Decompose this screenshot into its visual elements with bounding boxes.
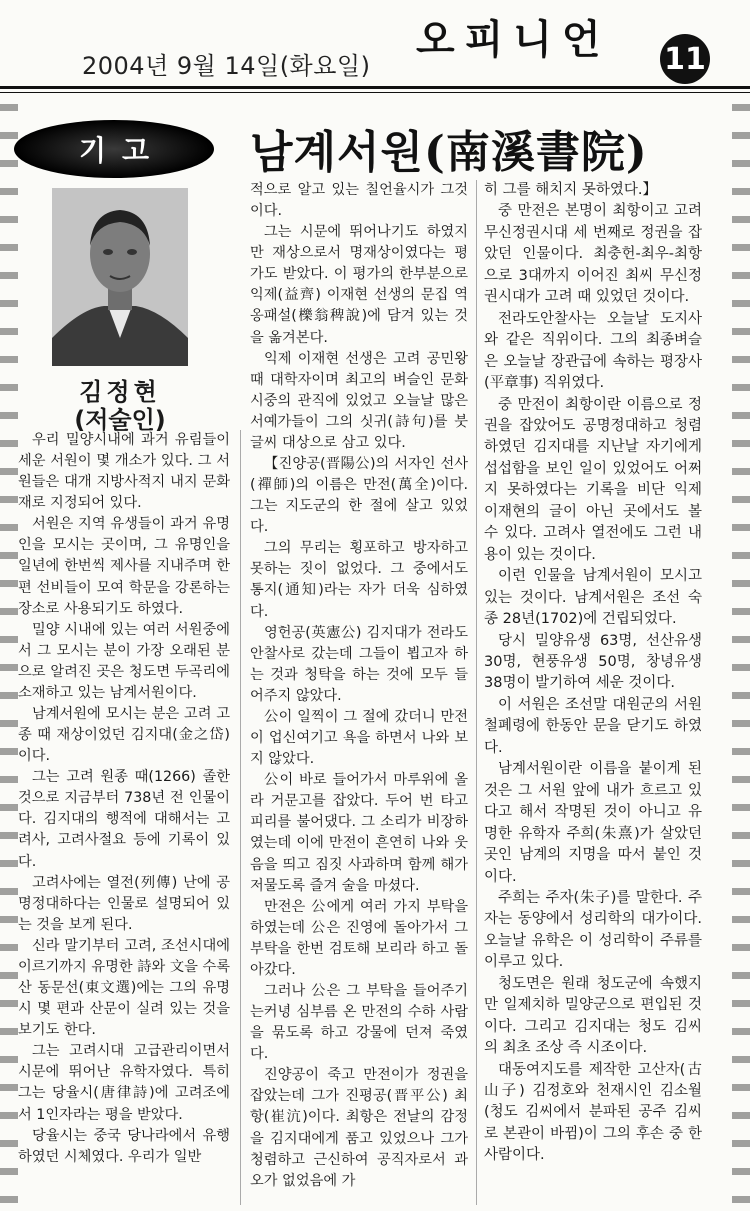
paragraph: 당율시는 중국 당나라에서 유행하였던 시체였다. 우리가 일반 [18, 1127, 230, 1165]
article-headline: 남계서원(南溪書院) [250, 127, 648, 178]
paragraph: 신라 말기부터 고려, 조선시대에 이르기까지 유명한 詩와 文을 수록산 동문선(東文選)에는 그의 유명 시 몇 편과 산문이 실려 있는 것을 보기도 한다. [18, 937, 230, 1039]
paragraph: 영헌공(英憲公) 김지대가 전라도 안찰사로 갔는데 그들이 뵙고자 하는 것과 청탁을 하는 것에 모두 들어주지 않았다. [250, 624, 468, 704]
article-column-2 [250, 180, 468, 1192]
paragraph: 히 그를 해치지 못하였다.】 [484, 182, 658, 198]
paragraph: 이런 인물을 남계서원이 모시고 있는 것이다. 남계서원은 조선 숙종 28년(1702)에 건립되었다. [484, 568, 702, 628]
author-photo [52, 188, 188, 366]
article-column-3 [484, 180, 702, 1167]
category-badge: 기고 [14, 120, 214, 178]
paragraph: 만전은 公에게 여러 가지 부탁을 하였는데 公은 진영에 돌아가서 그 부탁을 한번 검토해 보리라 하고 돌아갔다. [250, 898, 468, 978]
header-rule-bottom [0, 92, 750, 93]
page-number-badge: 11 [660, 34, 710, 84]
paragraph: 公이 바로 들어가서 마루위에 올라 거문고를 잡았다. 두어 번 타고 피리를 불어댔다. 그 소리가 비장하였는데 이에 만전이 흔연히 나와 웃음을 띄고 짐짓 사과하며 함께 해가 저물도록 즐겨 술을 마셨다. [250, 772, 468, 894]
column-divider [240, 430, 241, 1205]
paragraph: 진양공이 죽고 만전이가 정권을 잡았는데 그가 진평공(晋平公) 최항(崔沆)이다. 최항은 전날의 감정을 김지대에게 품고 있었으나 그가 청렴하고 근신하여 공직자로서 과오가 없었음에 가 [250, 1067, 468, 1189]
paragraph: 公이 일찍이 그 절에 갔더니 만전이 업신여기고 욕을 하면서 나와 보지 않았다. [250, 708, 468, 768]
paragraph: 우리 밀양시내에 과거 유림들이 세운 서원이 몇 개소가 있다. 그 서원들은 대개 지방사적지 내지 문화재로 지정되어 있다. [18, 432, 230, 512]
paragraph: 밀양 시내에 있는 여러 서원중에서 그 모시는 분이 가장 오래된 분으로 알려진 곳은 청도면 두곡리에 소재하고 있는 남계서원이다. [18, 621, 230, 701]
header-rule-top [0, 86, 750, 89]
paragraph: 중 만전은 본명이 최항이고 고려 무신정권시대 세 번째로 정권을 잡았던 인물이다. 최충헌-최우-최항으로 3대까지 이어진 최씨 무신정권시대가 고려 때 있었던 것이다. [484, 203, 702, 306]
paragraph: 그러나 公은 그 부탁을 들어주기는커녕 심부름 온 만전의 수하 사람을 묶도록 하고 강물에 던져 죽였다. [250, 982, 468, 1063]
author-portrait-image [52, 188, 188, 366]
right-border-decoration [732, 92, 750, 1211]
paragraph: 당시 밀양유생 63명, 선산유생 30명, 현풍유생 50명, 창녕유생 38명이 발기하여 세운 것이다. [484, 632, 702, 692]
paragraph: 서원은 지역 유생들이 과거 유명인을 모시는 곳이며, 그 유명인을 일년에 한번씩 제사를 지내주며 한편 선비들이 모여 학문을 강론하는 장소로 사용되기도 하였다. [18, 516, 230, 617]
paragraph: 고려사에는 열전(列傳) 난에 공명정대하다는 인물로 설명되어 있는 것을 보게 된다. [18, 874, 230, 933]
paragraph: 적으로 알고 있는 칠언율시가 그것이다. [250, 182, 468, 220]
left-border-decoration [0, 92, 18, 1211]
paragraph: 남계서원이란 이름을 붙이게 된 것은 그 서원 앞에 내가 흐르고 있다고 해서 작명된 것이 아니고 유명한 유학자 주희(朱熹)가 살았던 곳인 남계의 지명을 따서 붙인 것이다. [484, 761, 702, 885]
section-title: 오피니언 [416, 17, 611, 63]
paragraph: 그는 고려시대 고급관리이면서 시문에 뛰어난 유학자였다. 특히 그는 당율시(唐律詩)에 고려조에서 1인자라는 평을 받았다. [18, 1043, 230, 1123]
author-name: 김정현 [79, 378, 161, 406]
issue-date: 2004년 9월 14일(화요일) [82, 52, 371, 80]
paragraph: 주희는 주자(朱子)를 말한다. 주자는 동양에서 성리학의 대가이다. 오늘날 유학은 이 성리학이 주류를 이루고 있다. [484, 889, 702, 971]
paragraph: 남계서원에 모시는 분은 고려 고종 때 재상이었던 김지대(金之岱)이다. [18, 706, 230, 765]
paragraph: 그는 고려 원종 때(1266) 졸한 것으로 지금부터 738년 전 인물이다. 김지대의 행적에 대해서는 고려사, 고려사절요 등에 기록이 있다. [18, 769, 230, 870]
paragraph: 【진양공(晋陽公)의 서자인 선사(禪師)의 이름은 만전(萬全)이다. 그는 지도군의 한 절에 살고 있었다. [250, 456, 468, 536]
paragraph: 이 서원은 조선말 대원군의 서원철폐령에 한동안 문을 닫기도 하였다. [484, 696, 702, 756]
paragraph: 대동여지도를 제작한 고산자(古山子) 김정호와 천재시인 김소월(청도 김씨에서 분파된 공주 김씨로 본관이 바뀜)이 그의 후손 중 한사람이다. [484, 1061, 702, 1164]
paragraph: 그는 시문에 뛰어나기도 하였지만 재상으로서 명재상이였다는 평가도 받았다. 이 평가의 한부분으로 익제(益齊) 이재현 선생의 문집 역옹패설(櫟翁稗說)에 담겨 있는 것을 옮겨본다. [250, 224, 468, 346]
paragraph: 청도면은 원래 청도군에 속했지만 일제치하 밀양군으로 편입된 것이다. 그리고 김지대는 청도 김씨의 최초 조상 즉 시조이다. [484, 975, 702, 1057]
author-role: (저술인) [74, 406, 166, 434]
paragraph: 그의 무리는 횡포하고 방자하고 못하는 짓이 없었다. 그 중에서도 통지(通知)라는 자가 더욱 심하였다. [250, 540, 468, 620]
column-divider [476, 180, 477, 1205]
paragraph: 익제 이재현 선생은 고려 공민왕 때 대학자이며 최고의 벼슬인 문화시중의 관직에 있었고 오늘날 많은 서예가들이 그의 싯귀(詩句)를 붓글씨 대상으로 삼고 있다. [250, 350, 468, 451]
paragraph: 중 만전이 최항이란 이름으로 정권을 잡았어도 공명정대하고 청렴하였던 김지대를 지난날 자기에게 섭섭함을 보인 일이 있었어도 어쩌지 못하였다는 기록을 비단 익제 이재현의 글이 아닌 곳에서도 볼 수 있다. 고려사 열전에도 그런 내용이 있는 것이다. [484, 396, 702, 563]
article-column-1 [18, 430, 230, 1168]
paragraph: 전라도안찰사는 오늘날 도지사와 같은 직위이다. 그의 최종벼슬은 오늘날 장관급에 속하는 평장사(平章事) 직위였다. [484, 310, 702, 392]
